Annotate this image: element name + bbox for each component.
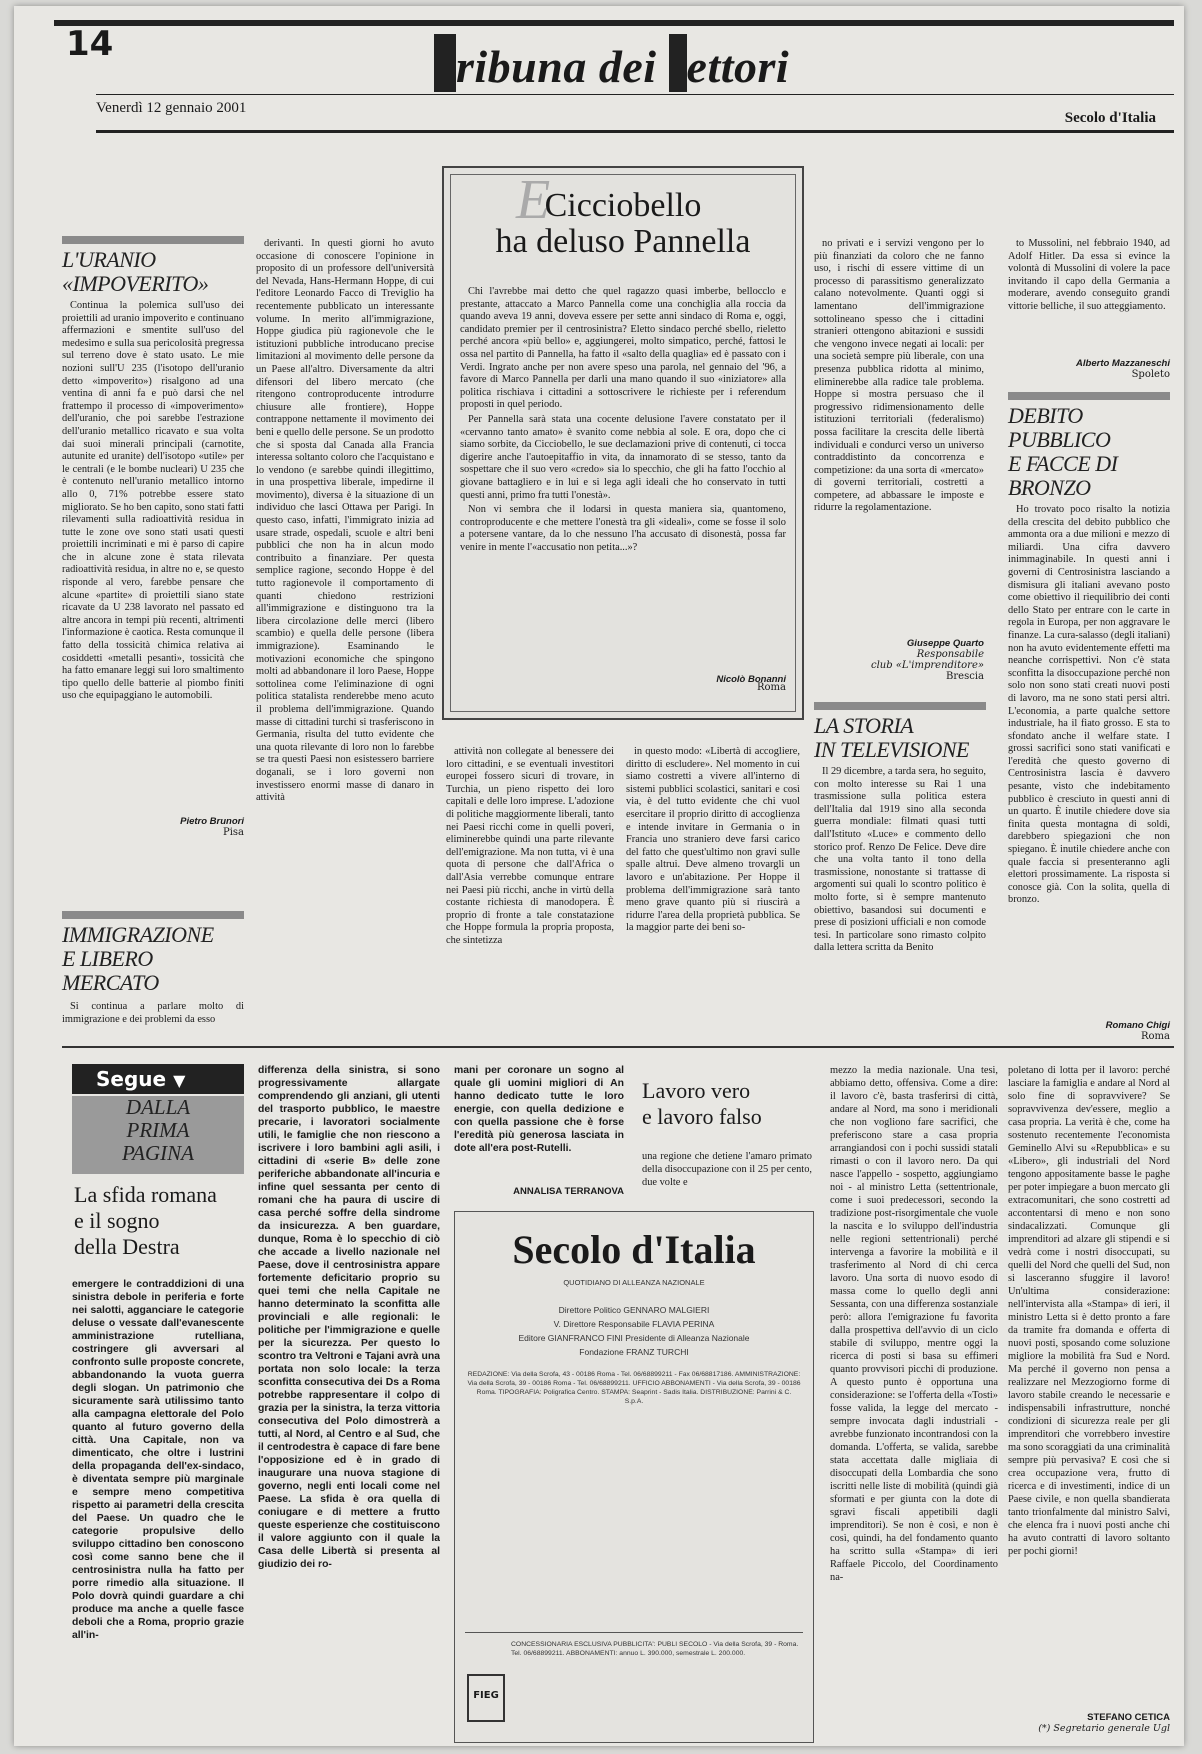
top-rule: [54, 20, 1174, 26]
heading-line: LA STORIA: [814, 713, 914, 738]
letter-storia: [814, 702, 986, 1016]
lavoro-title: [642, 1078, 812, 1130]
heading-bar: [62, 236, 244, 244]
paragraph: una regione che detiene l'amaro primato della disoccupazione con il 25 per cento, due volte e: [642, 1151, 812, 1188]
paragraph: Il 29 dicembre, a tarda sera, ho seguito, con molto interesse su Rai 1 una trasmissione sulla politica estera dell'Italia dal 1919 sino alla seconda guerra mondiale: filmati quasi tutti dall'Istituto «Luce» e commento dello storico prof. Renzo De Felice. Deve dire che una volta tanto il tono della trasmissione, nonostante si trattasse di argomenti sui quali lo scontro politico è molto forte, si è sempre mantenuto obiettivo, basandosi sui documenti e prese di posizioni ufficiali e non comode tesi. In particolare sono rimasto colpito dalla lettera scritta da Benito: [814, 766, 986, 954]
letter-body: [1008, 504, 1170, 1014]
heading-bar: [814, 702, 986, 710]
paragraph: poletano di lotta per il lavoro: perché lasciare la famiglia e andare al Nord al solo fine di sopravvivere? Se sopravvivenza dev'essere, meglio a casa propria. La verità è che, come ha sostenuto recentemente l'economista Geminello Alvi su «Repubblica» e su «Libero», gli industriali del Nord tengono appositamente basse le paghe per poter impiegare a buon mercato gli extracomunitari, che sono costretti ad accontentarsi di meno e non sono sindacalizzati. Comunque gli imprenditori ad alzare gli stipendi e si vedrà come i nostri disoccupati, su quelli del Nord che quelli del Sud, non si lasceranno sfuggire il lavoro! Un'ultima considerazione: nell'intervista alla «Stampa» di ieri, il ministro Letta si è detto pronto a fare da tramite fra domanda e offerta di nuovi posti, sposando come soluzione migliore la mobilità fra Sud e Nord. Ma perché il governo non pensa a realizzare nel Mezzogiorno forme di lavoro stabile creando le necessarie e indispensabili infrastrutture, nonché condizioni di sicurezza reale per gli imprenditori che vorrebbero investire ma sono scoraggiati da una criminalità sempre più pervasiva? E così che si crea occupazione vera, frutto di ricerca e di investimenti, indice di un Paese civile, e non quella sbandierata tanto trionfalmente dal ministro Salvi, che elenca fra i nuovi posti anche chi ha avuto contratti di lavoro soltanto per pochi giorni!: [1008, 1065, 1170, 1557]
paragraph: emergere le contraddizioni di una sinistra debole in periferia e forte nei salotti, agganciare le categorie deluse o vessate dall'evanescente amministrazione rutelliana, costringere gli avversari al confronto sulle proposte concrete, abbandonando la vuota guerra degli slogan. Un patrimonio che sicuramente sarà utilissimo tanto alla campagna elettorale del Polo quanto al futuro governo della città. Una Capitale, non va dimenticato, che oltre i lustrini della propaganda dell'ex-sindaco, è diventata sempre più marginale e sempre meno competitiva rispetto ai parametri della crescita del Paese. Un quadro che le categorie propulsive dello sviluppo cittadino ben conoscono così come sanno bene che il centrosinistra nulla ha fatto per porre rimedio alla situazione. Il Polo dovrà quindi guardare a chi produce ma anche a quelle fasce deboli che a Roma, proprio grazie all'in-: [72, 1279, 244, 1641]
signer-club: club «L'imprenditore»: [870, 660, 984, 671]
paragraph: Si continua a parlare molto di immigrazione e dei problemi da esso: [62, 1001, 244, 1025]
letter-immigrazione: [62, 911, 244, 1029]
immigrazione-col2: [256, 238, 434, 1008]
subtitle-line: DALLA: [125, 1095, 191, 1119]
newspaper-page: [14, 6, 1184, 1746]
immigrazione-col3: [446, 746, 614, 1008]
signature-block-mazzaneschi: [1008, 352, 1170, 380]
header-rule: [96, 130, 1174, 133]
paragraph: mezzo la media nazionale. Una tesi, abbiamo detto, offensiva. Come a dire: il lavoro c'è, basta trasferirsi di città, andare al Nord, ma sono i meridionali che non vogliono fare sacrifici, che preferiscono stare a casa propria arrangiandosi con i pochi sussidi statali rimasti o con il lavoro nero. Da qui nasce l'appello - sospetto, aggiungiamo noi - al ministro Letta (settentrionale, come i suoi predecessori, secondo la tradizione post-risorgimentale che vuole la nascita e lo sviluppo dell'industria nelle regioni settentrionali) perché intervenga a favorire la mobilità e il trasferimento al Nord di chi cerca lavoro. Una sorta di nuovo esodo di massa come lo quello degli anni Sessanta, con una differenza sostanziale però: allora l'emigrazione fu favorita dalla prospettiva dell'avvio di un ciclo stabile di sviluppo, mentre oggi la ricerca di posti si basa su effimeri quanto provvisori picchi di produzione. A questo punto è opportuna una considerazione: se l'offerta della «Tosti» fosse valida, la legge del mercato - sempre invocata dagli industriali - avrebbe funzionato incontrandosi con la domanda. L'offerta, se valida, sarebbe stata accettata dalle migliaia di disoccupati della Lombardia che sono iscritti nelle liste di mobilità (quindi già sformati e per giunta con la dote di sgravi fiscali appetibili dagli imprenditori). Se non è così, e non è così, quindi, ha del fondamento quanto ha scritto sulla «Stampa» di ieri Raffaele Piccolo, del Coordinamento na-: [830, 1065, 998, 1583]
lavoro-signature-block: [1008, 1706, 1170, 1734]
featured-letter-box: [442, 166, 804, 720]
imprint-line: V. Direttore Responsabile FLAVIA PERINA: [553, 1319, 715, 1329]
letter-heading: [814, 714, 986, 762]
paragraph: attività non collegate al benessere dei loro cittadini, e se eventuali investitori europei fossero sicuri di trovare, in Turchia, un pieno rispetto dei loro capitali e delle loro imprese. L'adozione di politiche maggiormente liberali, tanto nei Paesi ricchi come in quelli poveri, eliminerebbe quindi una parte rilevante dell'emigrazione. Ma non tutta, vi è una quota di persone che dall'Africa o dall'Asia verrebbe comunque entrare nei Paesi più ricchi, anche in virtù della costante richiesta di manodopera. È proprio di fronte a tale constatazione che Hoppe formula la propria proposta, che sintetizza: [446, 746, 614, 946]
signature-block-quarto: [814, 632, 984, 682]
letter-mussolini: [1008, 238, 1170, 330]
heading-bar: [62, 911, 244, 919]
paragraph: Non vi sembra che il lodarsi in questa maniera sia, quantomeno, controproducente e che mettere l'onestà tra gli «ideali», come se fosse il solo a potersene vantare, da lo che nessuno l'ha accusato di disonestà, possa far venire in mente l'«accusatio non petita...»?: [460, 504, 786, 553]
imprint-subtitle: QUOTIDIANO DI ALLEANZA NAZIONALE: [563, 1278, 705, 1287]
paragraph: mani per coronare un sogno al quale gli uomini migliori di An hanno dedicato tutte le loro energie, con quella dedizione e con quella passione che è forse l'eredità più generosa lasciata in dote all'era post-Rutelli.: [454, 1065, 624, 1154]
letter-uranio: [62, 236, 244, 838]
letter-signature: Giuseppe Quarto: [906, 638, 984, 649]
letter-place: Roma: [1141, 1031, 1170, 1042]
imprint-line: Editore GIANFRANCO FINI Presidente di Alleanza Nazionale: [518, 1333, 750, 1343]
letter-signature: Romano Chigi: [1105, 1020, 1170, 1031]
segue-subtitle: [72, 1096, 244, 1174]
letter-heading: [1008, 404, 1170, 500]
paper-logo: Secolo d'Italia: [512, 1227, 756, 1272]
heading-line: IMMIGRAZIONE: [62, 922, 214, 947]
imprint-subscriptions: CONCESSIONARIA ESCLUSIVA PUBBLICITA': PUBLI SECOLO - Via della Scrofa, 39 - Roma. Tel. 06/68899211. ABBONAMENTI: annuo L. 390.000, semestrale L. 200.000.: [511, 1641, 799, 1657]
paragraph: differenza della sinistra, si sono progressivamente allargate comprendendo gli anziani, gli utenti del trasporto pubblico, le maestre precarie, i lavoratori socialmente utili, le famiglie che non riescono a iscrivere i loro bambini agli asili, i cittadini di «serie B» delle zone periferiche abbandonate all'incuria e infine quel sessanta per cento di romani che ha paura di uscire di casa perché soffre della sindrome da insicurezza. A ben guardare, dunque, Roma è lo specchio di ciò che accade a livello nazionale nel Paese, dove il centrosinistra appare fortemente deficitario proprio su quei temi che nella Capitale ne hanno determinato la sconfitta alle provinciali e alle regionali: le politiche per l'immigrazione e quelle per la sicurezza. Per questo lo scontro tra Veltroni e Tajani avrà una portata non solo locale: la terza sconfitta consecutiva dei Ds a Roma potrebbe rappresentare il colpo di grazia per la sinistra, la terza vittoria consecutiva del Polo dimostrerà a tutti, al Nord, al Centro e al Sud, che il centrodestra è capace di fare bene l'opposizione ed è in grado di inaugurare una nuova stagione di governo, negli enti locali come nel Paese. La sfida è ora quella di coniugare e di mettere a frutto queste esperienze che costituiscono il valore aggiunto con il quale la Casa delle Libertà si presenta al giudizio dei ro-: [258, 1065, 440, 1570]
immigrazione-col4: [626, 746, 800, 1008]
featured-letter-signature: Nicolò Bonanni: [716, 674, 786, 685]
lavoro-lead: [642, 1150, 812, 1200]
paragraph: in questo modo: «Libertà di accogliere, diritto di escludere». Nel momento in cui siamo costretti a vivere all'interno di sistemi pubblici scolastici, sanitari e così via, è del tutto evidente che chi vuol esercitare il proprio diritto di accoglienza e intende invitare in Germania o in Francia uno straniero deve farsi carico del fatto che quest'ultimo non gravi sulle spalle altrui. Deve almeno trovargli un lavoro e un'abitazione. Per Hoppe il problema dell'immigrazione sarà tanto meno grave quanto più si riuscirà a ridurre l'area della proprietà pubblica. Se la maggior parte dei beni so-: [626, 746, 800, 934]
heading-line: E FACCE DI BRONZO: [1008, 451, 1118, 500]
down-arrow-icon: ▼: [173, 1071, 186, 1090]
subtitle-line: PAGINA: [122, 1141, 194, 1165]
fieg-logo: FIEG: [467, 1674, 505, 1722]
letter-place: Brescia: [946, 671, 984, 682]
title-line: e il sogno: [74, 1208, 160, 1233]
imprint-box: [454, 1211, 814, 1743]
sfida-col1: [72, 1278, 244, 1738]
letter-debito: [1008, 392, 1170, 1042]
paragraph: no privati e i servizi vengono per lo più finanziati da coloro che ne fanno uso, i rischi di essere vittime di un processo di parassitismo generalizzato calano notevolmente. Quanti oggi si lamentano dell'immigrazione sottolineano spesso che i cittadini stranieri ottengono abitazioni e sussidi che vengono invece negati ai locali: per una società sempre più liberale, con una presenza pubblica ridotta al minimo, eliminerebbe alla radice tale problema. Hoppe si mostra persuaso che il progressivo ridimensionamento delle istituzioni territoriali (federalismo) possa facilitare la crescita delle libertà individuali e condurci verso un universo contraddistinto da concorrenza e competizione: da una sorta di «mercato» di governi territoriali, costretti a competere, ad abbassare le imposte e ridurre la regolamentazione.: [814, 238, 984, 514]
segue-banner: [72, 1064, 244, 1094]
section-title: ribuna dei ettori: [434, 34, 789, 93]
heading-line: DEBITO PUBBLICO: [1008, 403, 1111, 452]
featured-letter-body: [460, 286, 786, 666]
letter-body: [814, 766, 986, 1016]
segue-label: Segue: [96, 1067, 167, 1091]
paragraph: derivanti. In questi giorni ho avuto occasione di conoscere l'opinione in proposito di un professore dell'università del Nevada, Hans-Hermann Hoppe, di cui l'editore Leonardo Facco di Treviglio ha recentemente pubblicato un interessante volume. In merito all'immigrazione, Hoppe giudica più ragionevole che le istituzioni pubbliche introducano precise limitazioni al movimento delle persone da un Paese all'altro. Diversamente da altri difensori del libero mercato (che ritengono controproducente introdurre chiusure alle frontiere), Hoppe contrappone nettamente il movimento dei beni e quello delle persone. Se un prodotto che si sposta dal Canada alla Francia interessa soltanto coloro che l'acquistano e lo vendono (e sarebbe quindi illegittimo, in una prospettiva liberale, impedirne il movimento), diversa è la situazione di un individuo che lasci Ottawa per Parigi. In questo caso, infatti, l'immigrato inizia ad usare strade, ospedali, scuole e altri beni pubblici che non ha in alcun modo contribuito a finanziare. Per questa semplice ragione, secondo Hoppe è del tutto ragionevole il comportamento di quanti chiedono restrizioni all'immigrazione e distinguono tra la libera circolazione delle merci (libero scambio) e quella delle persone (libera immigrazione). Esaminando le motivazioni economiche che spingono molti ad abbandonare il loro Paese, Hoppe sottolinea come l'eliminazione di ogni politica statalista renderebbe meno acuto il problema dell'immigrazione. Quando masse di cittadini turchi si trasferiscono in Germania, risulta del tutto evidente che una quota rilevante di loro non lo farebbe se tra questi Paesi non esistessero barriere doganali, se i loro governi non investissero enormi masse di danaro in attività: [256, 238, 434, 804]
letter-body: [62, 1001, 244, 1029]
heading-line: «IMPOVERITO»: [62, 271, 209, 296]
paragraph: Per Pannella sarà stata una cocente delusione l'avere constatato per il «cervanno tanto amato» è svanito come nebbia al sole. E ora, dopo che ci siamo sorbite, da Cicciobello, le sue declamazioni prive di contenuti, ci tocca digerire anche l'autoepitaffio in vita, da innamorato di se stesso, tanto da sospettare che il suo vero «credo» sia lo specchio, che gli ha fatto l'occhio al giovane battagliero e in lui e si lega agli ideali che ho conservato in tutti questi anni, primo fra tutti l'onestà».: [460, 413, 786, 501]
featured-letter-place: Roma: [757, 682, 786, 693]
page-number: 14: [66, 24, 114, 64]
heading-line: L'URANIO: [62, 247, 156, 272]
title-line: della Destra: [74, 1234, 180, 1259]
heading-line: IN TELEVISIONE: [814, 737, 969, 762]
letter-signature: STEFANO CETICA: [1087, 1712, 1170, 1723]
letter-place: Pisa: [222, 827, 244, 838]
paragraph: Continua la polemica sull'uso dei proiettili ad uranio impoverito e continuano affermazioni e smentite sull'uso del medesimo e sulla sua pericolosità pregressa sul terreno dove è stato usato. Le mie nozioni sull'U 235 (l'isotopo dell'uranio detto «impoverito») risalgono ad una ventina di anni fa e può darsi che nel frattempo il processo di «impoverimento» dell'uranio, che poi sarebbe l'estrazione dell'uranio metallico ricavato e sua volta dai suoi minerali principali (carnotite, autunite ed uranite) dell'isotopo «utile» per le centrali (e le bombe nucleari) U 235 che è contenuto nell'uranio metallico intorno allo 0, 71% potrebbe essere stato migliorato. Se ho ben capito, sono stati fatti rilevamenti sulla radioattività residua in tutte le zone ove sono stati usati questi proiettili incriminati e mi è parso di capire che in alcune zone è stata rilevata radioattività residua, in altre no e, se questo risponde al vero, farebbe pensare che alcune «partite» di proiettili siano state ricavate da U 238 lavorato nel passato ed altre ancora in tempi più recenti, altrimenti l'informazione è caotica. Resta comunque il fatto della tossicità chimica relativa ai cosiddetti «metalli pesanti», tossicità che ha fatto emanare leggi sui loro smaltimento tipo quello delle batterie al piombo finiti uso che equipaggiano le automobili.: [62, 300, 244, 702]
section-divider: [62, 1046, 1174, 1048]
title-line: ha deluso Pannella: [495, 223, 751, 260]
heading-line: E LIBERO MERCATO: [62, 946, 159, 995]
date-rule: [96, 94, 1174, 95]
sfida-col3: [454, 1064, 624, 1176]
issue-date: Venerdì 12 gennaio 2001: [96, 100, 247, 116]
letter-heading: [62, 248, 244, 296]
featured-letter-title: [454, 188, 792, 260]
title-line: Lavoro vero: [642, 1078, 751, 1103]
title-line: La sfida romana: [74, 1182, 217, 1207]
lavoro-col1: [830, 1064, 998, 1740]
paragraph: to Mussolini, nel febbraio 1940, ad Adolf Hitler. Da essa si evince la volontà di Mussolini di volere la pace invitando il capo della Germania a moderare, avendo conseguito grandi vittorie belliche, il suo atteggiamento.: [1008, 238, 1170, 312]
drop-letter: E: [516, 169, 551, 231]
sfida-signature: ANNALISA TERRANOVA: [513, 1186, 624, 1197]
subtitle-line: PRIMA: [126, 1118, 190, 1142]
imprint-line: Direttore Politico GENNARO MALGIERI: [558, 1305, 710, 1315]
paper-name: Secolo d'Italia: [1064, 110, 1156, 126]
paragraph: Chi l'avrebbe mai detto che quel ragazzo quasi imberbe, bellocclo e prestante, attaccato a Marco Pannella come una conchiglia alla roccia da quando aveva 19 anni, doveva essere per sette anni sindaco di Roma e, oggi, candidato premier per il centrosinistra? Eletto sindaco perché sbello, rieletto perché ancora «più bello» e, aggiungerei, molto simpatico, perché, fattosi le ossa nel partito di Pannella, ha fatto il «salto della quaglia» ed è passato con i Verdi. Ingrato anche per non avere speso una parola, nel gennaio del '96, a favore di Marco Pannella per darli una mano quando il suo «iniziatore» alla politica rischiava i cittadini a sottoscrivere le richieste per i referendum proposti in quel periodo.: [460, 286, 786, 411]
letter-signature: Alberto Mazzaneschi: [1076, 358, 1170, 369]
imprint-details: REDAZIONE: Via della Scrofa, 43 - 00186 Roma - Tel. 06/68899211 - Fax 06/68817186. AMMINISTRAZIONE: Via della Scrofa, 39 - 00186 Roma - Tel. 06/68899211. UFFICIO ABBONAMENTI - Via della Scrofa, 39 - 00186 Roma. TIPOGRAFIA: Poligrafica Centro. STAMPA: Seaprint - Sadis Italia. DISTRIBUZIONE: Parrini & C. S.p.A.: [467, 1371, 801, 1405]
immigrazione-col5: [814, 238, 984, 638]
paragraph: Ho trovato poco risalto la notizia della crescita del debito pubblico che ammonta ora a due milioni e mezzo di miliardi. Una cifra davvero inimmaginabile. In questi anni i governi di Centrosinistra lasciando a dismisura gli italiani avevano posto come obiettivo il riequilibrio dei conti dello Stato per entrare con le carte in regola in Europa, per non aggravare le finanze. La cura-salasso (degli italiani) non ha avuto evidentemente effetti ma neanche corrispettivi. Non c'è stata sconfitta la disoccupazione perché non solo non sono stati creati nuovi posti di lavoro, ma ne sono stati persi altri. L'economia, a parte qualche settore industriale, ha il fiato grosso. E sta to sfondato anche il welfare state. I grossi sacrifici sono stati vanificati e l'eredità che questo governo di Centrosinistra lascia è davvero pesante, visto che indebitamento pubblico è cresciuto in questi anni di un quarto. È inutile chiedere dove sia finita questa montagna di soldi, darebbero spiegazioni che non spiegano. È inutile chiedere anche con quale faccia si presenteranno agli elettori prossimamente. La risposta si conosce già. Con la solita, quella di bronzo.: [1008, 504, 1170, 906]
imprint-line: Fondazione FRANZ TURCHI: [579, 1347, 689, 1357]
sfida-title: [74, 1182, 244, 1260]
letter-body: [62, 300, 244, 810]
letter-heading: [62, 923, 244, 995]
signer-role: Responsabile: [916, 649, 984, 660]
title-line: Cicciobello: [544, 187, 702, 224]
title-line: e lavoro falso: [642, 1104, 762, 1129]
heading-bar: [1008, 392, 1170, 400]
sfida-col2: [258, 1064, 440, 1740]
letter-place: Spoleto: [1131, 369, 1170, 380]
signer-role: (*) Segretario generale Ugl: [1038, 1723, 1170, 1734]
letter-signature: Pietro Brunori: [180, 816, 244, 827]
lavoro-col2: [1008, 1064, 1170, 1694]
imprint-divider: [465, 1632, 803, 1633]
